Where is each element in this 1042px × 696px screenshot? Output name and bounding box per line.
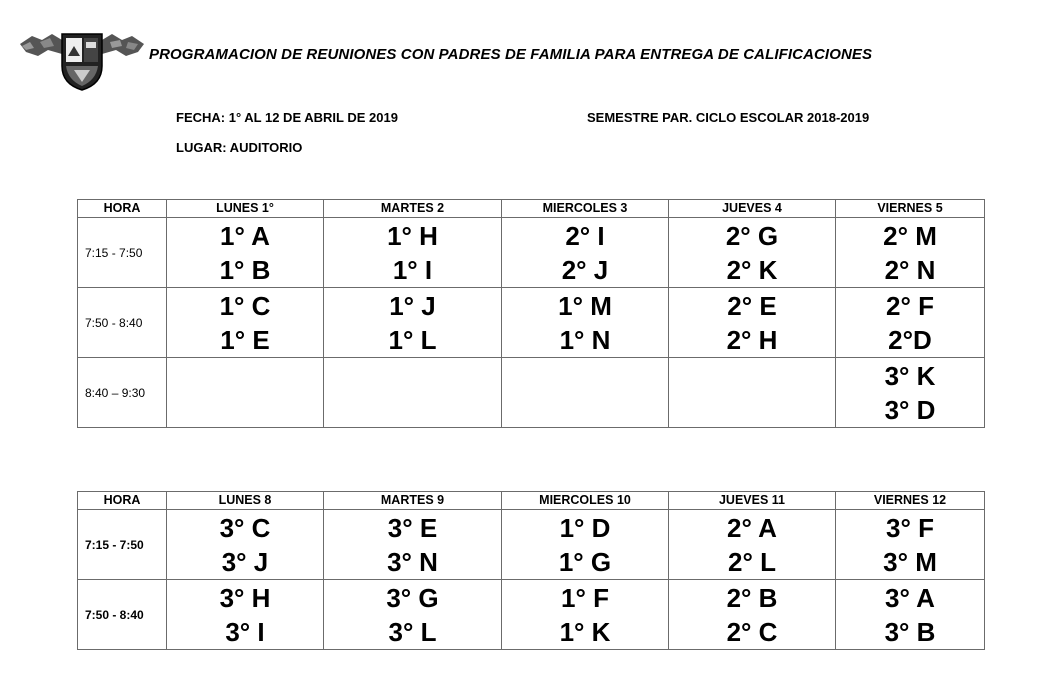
group-label: 1° N [559, 324, 611, 355]
group-label: 3° G [386, 582, 439, 613]
group-label: 1° D [559, 512, 611, 543]
fecha-text: FECHA: 1° AL 12 DE ABRIL DE 2019 [176, 110, 398, 125]
group-label: 2° C [726, 616, 778, 647]
hora-cell: 8:40 – 9:30 [78, 358, 167, 428]
group-cell [836, 288, 985, 358]
day-header: JUEVES 11 [669, 492, 836, 510]
group-label: 3° K [884, 360, 936, 391]
group-cell [669, 358, 836, 428]
group-label: 2° A [727, 512, 777, 543]
group-cell [324, 580, 502, 650]
group-cell [167, 288, 324, 358]
document-title: PROGRAMACION DE REUNIONES CON PADRES DE FAMILIA PARA ENTREGA DE CALIFICACIONES [149, 46, 873, 63]
day-header: VIERNES 5 [836, 200, 985, 218]
group-label: 2° F [886, 290, 934, 321]
header-row [78, 492, 985, 510]
group-label: 2° G [725, 220, 779, 251]
table-row [78, 288, 985, 358]
group-label: 3° J [221, 546, 269, 577]
group-label: 2° L [728, 546, 776, 577]
group-cell [502, 510, 669, 580]
group-cell [669, 288, 836, 358]
group-label: 3° M [883, 546, 937, 577]
group-cell [502, 288, 669, 358]
group-label: 3° I [225, 616, 265, 647]
hora-cell: 7:15 - 7:50 [78, 510, 167, 580]
group-label: 3° N [387, 546, 438, 577]
day-header: MIERCOLES 10 [502, 492, 669, 510]
day-header: MARTES 9 [324, 492, 502, 510]
table-row [78, 510, 985, 580]
group-label: 3° E [387, 512, 438, 543]
semestre-text: SEMESTRE PAR. CICLO ESCOLAR 2018-2019 [587, 110, 870, 125]
group-label: 1° G [558, 546, 612, 577]
group-label: 2°D [888, 324, 932, 355]
group-label: 2° H [726, 324, 778, 355]
group-label: 2° E [727, 290, 777, 321]
day-header: JUEVES 4 [669, 200, 836, 218]
hora-header: HORA [78, 200, 167, 218]
group-cell [669, 510, 836, 580]
header-row [78, 200, 985, 218]
group-label: 2° N [884, 254, 936, 285]
day-header: LUNES 8 [167, 492, 324, 510]
group-cell [836, 358, 985, 428]
group-cell [167, 218, 324, 288]
group-label: 1° B [219, 254, 271, 285]
group-label: 3° B [884, 616, 936, 647]
group-cell [669, 580, 836, 650]
group-label: 2° M [883, 220, 937, 251]
group-label: 1° K [559, 616, 611, 647]
group-cell [502, 218, 669, 288]
group-cell [324, 288, 502, 358]
group-label: 1° J [389, 290, 436, 321]
hora-cell: 7:50 - 8:40 [78, 580, 167, 650]
group-label: 1° F [561, 582, 609, 613]
school-logo-icon [18, 26, 146, 92]
group-label: 1° H [387, 220, 438, 251]
group-label: 1° I [392, 254, 433, 285]
group-label: 1° L [388, 324, 437, 355]
group-label: 2° B [726, 582, 778, 613]
group-cell [502, 580, 669, 650]
group-label: 1° A [220, 220, 270, 251]
group-cell [324, 358, 502, 428]
group-label: 3° A [885, 582, 935, 613]
group-cell [836, 580, 985, 650]
hora-cell: 7:15 - 7:50 [78, 218, 167, 288]
group-cell [324, 510, 502, 580]
day-header: MARTES 2 [324, 200, 502, 218]
table-row [78, 218, 985, 288]
schedule-week-2 [77, 491, 985, 650]
group-cell [167, 510, 324, 580]
hora-header: HORA [78, 492, 167, 510]
group-label: 1° M [558, 290, 612, 321]
group-label: 3° H [219, 582, 271, 613]
table-row [78, 358, 985, 428]
group-label: 1° C [219, 290, 271, 321]
day-header: VIERNES 12 [836, 492, 985, 510]
group-cell [502, 358, 669, 428]
group-label: 2° I [565, 220, 605, 251]
day-header: MIERCOLES 3 [502, 200, 669, 218]
group-label: 3° D [884, 394, 936, 425]
lugar-text: LUGAR: AUDITORIO [176, 140, 303, 155]
group-label: 3° L [388, 616, 437, 647]
group-label: 3° C [219, 512, 271, 543]
group-label: 1° E [220, 324, 270, 355]
group-label: 2° J [561, 254, 609, 285]
group-cell [836, 510, 985, 580]
group-cell [324, 218, 502, 288]
group-label: 2° K [726, 254, 778, 285]
group-cell [669, 218, 836, 288]
table-row [78, 580, 985, 650]
group-label: 3° F [886, 512, 934, 543]
hora-cell: 7:50 - 8:40 [78, 288, 167, 358]
group-cell [167, 358, 324, 428]
schedule-week-1 [77, 199, 985, 428]
day-header: LUNES 1° [167, 200, 324, 218]
group-cell [836, 218, 985, 288]
group-cell [167, 580, 324, 650]
